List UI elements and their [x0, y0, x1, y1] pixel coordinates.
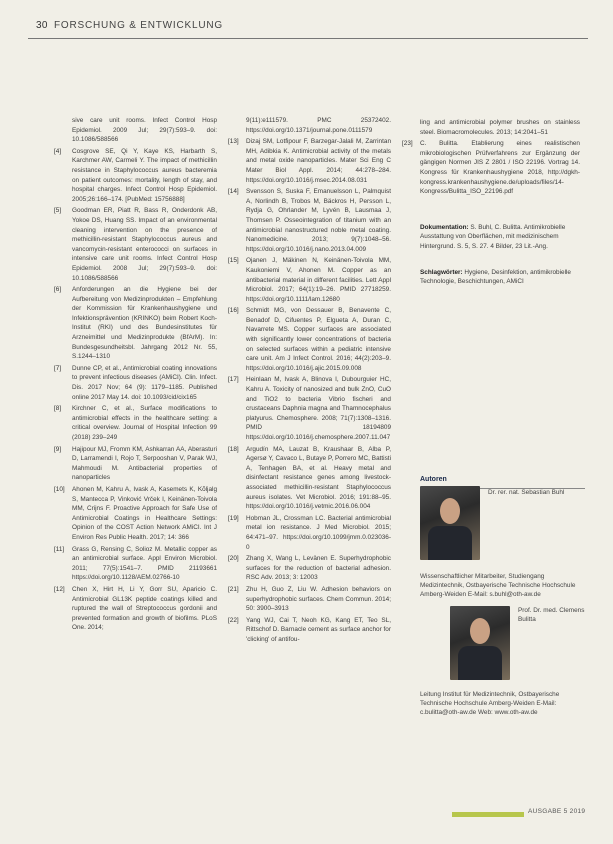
- reference-text: Cosgrove SE, Qi Y, Kaye KS, Harbarth S, Karchmer AW, Carmeli Y. The impact of methicillin resistance in Staphylococcus aureus bacteremia on patient outcomes: mortality, length of stay, and hospital charges. Infect Control Hosp Epidemiol. 2005;26:166–174. [PubMed: 15756888]: [72, 147, 217, 203]
- reference-entry: [228, 585, 391, 614]
- reference-number: [15]: [228, 257, 239, 265]
- reference-number: [4]: [54, 147, 62, 155]
- reference-text: Dizaj SM, Lotfipour F, Barzegar-Jalali M, Zarrintan MH, Adibkia K. Antimicrobial activity of the metals and metal oxide nanoparticles. Mater Sci Eng C Mater Biol Appl. 2014; 44:278–284. https://doi.org/10.1016/j.msec.2014.08.031: [246, 138, 391, 184]
- reference-text: Hobman JL, Crossman LC. Bacterial antimicrobial metal ion resistance. J Med Microbiol. 2015; 64:471–97. https://doi.org/10.1099/jmm.0.023036-0: [246, 514, 391, 551]
- reference-entry: [228, 187, 391, 254]
- reference-number: [11]: [54, 545, 65, 553]
- references-column-3: [402, 118, 580, 287]
- reference-entry: [54, 147, 217, 205]
- documentation-label: Dokumentation:: [420, 223, 469, 231]
- reference-entry: [54, 285, 217, 362]
- reference-text: Ojanen J, Mäkinen N, Keinänen-Toivola MM, Kaukoniemi V, Ahonen M. Copper as an antibacterial material in different facilities. Lett Appl Microbiol. 2017; 64(1):19–26. PMID 27718259. https://doi.org/10.1111/lam.12680: [246, 257, 391, 303]
- reference-entry: [228, 616, 391, 645]
- reference-entry: [54, 206, 217, 283]
- page-footer: [452, 808, 590, 820]
- section-title: FORSCHUNG & ENTWICKLUNG: [54, 20, 223, 31]
- reference-entry: [228, 554, 391, 583]
- keywords-label: Schlagwörter:: [420, 268, 463, 276]
- reference-text: Zhang X, Wang L, Levänen E. Superhydrophobic surfaces for the reduction of bacterial adhesion. RSC Adv. 2013; 3: 12003: [246, 555, 391, 582]
- reference-text: C. Bulitta. Etablierung eines realistischen mikrobiologischen Prüfverfahrens zur Ergänzung der gängigen Normen JIS Z 2801 / ISO 22196. Vortrag 14. Kongress für Krankenhaushygiene 2018, http://dgkh-kongress.krankenhaushygiene.de/uploads/files/14-Kongress/Bulitta_ISO_22196.pdf: [420, 140, 580, 196]
- reference-text: Schmidt MG, von Dessauer B, Benavente C, Benadof D, Cifuentes P, Elgueta A, Duran C, Navarrete MS. Copper surfaces are associated with significantly lower concentrations of bacteria on selected surfaces within a pediatric intensive care unit. Am J Infect Control. 2016; 44(2):203–9. https://doi.org/10.1016/j.ajic.2015.09.008: [246, 307, 391, 372]
- header-rule: [28, 38, 588, 39]
- author-affiliation: Wissenschaftlicher Mitarbeiter, Studiengang Medizintechnik, Ostbayerische Technische Hochschule Amberg-Weiden E-Mail: s.buhl@oth-aw.de: [420, 573, 576, 598]
- reference-entry: [228, 375, 391, 442]
- reference-entry: [420, 118, 580, 137]
- page-number: 30: [36, 20, 48, 31]
- reference-text: Heinlaan M, Ivask A, Blinova I, Dubourguier HC, Kahru A. Toxicity of nanosized and bulk ZnO, CuO and TiO2 to bacteria Vibrio fischeri and crustaceans Daphnia magna and Thamnocephalus platyurus. Chemosphere. 2008; 71(7):1308–1316. PMID 18194809 https://doi.org/10.1016/j.chemosphere.2007.11.047: [246, 376, 391, 441]
- reference-entry: [246, 116, 391, 135]
- reference-entry: [54, 585, 217, 633]
- authors-heading: Autoren: [420, 476, 585, 489]
- reference-number: [7]: [54, 364, 62, 372]
- reference-entry: [54, 545, 217, 583]
- reference-entry: [228, 445, 391, 512]
- author-photo: [450, 606, 510, 680]
- reference-text: ling and antimicrobial polymer brushes on stainless steel. Biomacromolecules. 2013; 14:2041–51: [420, 119, 580, 136]
- reference-text: 9(11):e111579. PMC 25372402. https://doi.org/10.1371/journal.pone.0111579: [246, 117, 391, 134]
- author-name: Dr. rer. nat. Sebastian Buhl: [488, 489, 565, 496]
- reference-number: [5]: [54, 207, 62, 215]
- author-photo: [420, 486, 480, 560]
- reference-entry: [72, 116, 217, 145]
- reference-number: [9]: [54, 445, 62, 453]
- reference-number: [14]: [228, 188, 239, 196]
- reference-number: [22]: [228, 616, 239, 624]
- reference-text: Kirchner C, et al., Surface modifications to antimicrobial effects in the healthcare setting: a critical overview. Journal of Hospital Infection 99 (2018) 239–249: [72, 405, 217, 441]
- footer-accent-bar: [452, 812, 524, 817]
- reference-entry: [228, 306, 391, 373]
- keywords-note: [420, 268, 580, 287]
- reference-entry: [228, 137, 391, 185]
- documentation-note: [420, 223, 580, 252]
- issue-label: AUSGABE 5 2019: [528, 808, 586, 815]
- reference-entry: [228, 256, 391, 304]
- reference-number: [23]: [402, 140, 413, 148]
- reference-number: [13]: [228, 138, 239, 146]
- reference-text: Zhu H, Guo Z, Liu W. Adhesion behaviors on superhydrophobic surfaces. Chem Commun. 2014; 50: 3900–3913: [246, 585, 391, 613]
- keywords-text: Hygiene, Desinfektion, antimikrobielle Technologie, Beschichtungen, AMiCI: [420, 268, 571, 286]
- reference-number: [21]: [228, 585, 239, 593]
- page-header: [28, 12, 588, 40]
- reference-text: Ahonen M, Kahru A, Ivask A, Kasemets K, Kõljalg S, Mantecca P, Vinković Vrček I, Keinänen-Toivola MM, Crijns F. Proactive Approach for Safe Use of Antimicrobial Coatings in Healthcare Settings: Opinion of the COST Action Network AMiCI. Int J Environ Res Public Health. 2017; 14: 366: [72, 485, 217, 541]
- reference-text: Hajipour MJ, Fromm KM, Ashkarran AA, Aberasturi D, Larramendi I, Rojo T, Serpooshan V, Parak WJ, Mahmoudi M. Antibacterial properties of nanoparticles: [72, 445, 217, 482]
- author-affiliation: Leitung Institut für Medizintechnik, Ostbayerische Technische Hochschule Amberg-Weiden E-Mail: c.bulitta@oth-aw.de Web: www.oth-aw.de: [420, 691, 560, 716]
- reference-text: Goodman ER, Piatt R, Bass R, Onderdonk AB, Yokoe DS, Huang SS. Impact of an environmental cleaning intervention on the presence of methicillin-resistant Staphylococcus aureus and vancomycin-resistant enterococci on surfaces in intensive care unit rooms. Infect Control Hosp Epidemiol. 2008 Jul; 29(7):593–9. doi: 10.1086/588566: [72, 207, 217, 282]
- reference-text: Chen X, Hirt H, Li Y, Gorr SU, Aparicio C. Antimicrobial GL13K peptide coatings killed and ruptured the wall of Streptococcus gordonii and prevented formation and growth of biofilms. PLoS One. 2014;: [72, 585, 217, 632]
- reference-number: [20]: [228, 555, 239, 563]
- reference-text: Svensson S, Suska F, Emanuelsson L, Palmquist A, Norlindh B, Trobos M, Bäckros H, Persson L, Rydja G, Ohrlander M, Lyvén B, Lausmaa J, Thomsen P. Osseointegration of titanium with an antimicrobial nanostructured noble metal coating. Nanomedicine. 2013; 9(7):1048–56. https://doi.org/10.1016/j.nano.2013.04.009: [246, 188, 391, 253]
- reference-text: Argudín MA, Lauzat B, Kraushaar B, Alba P, Agersø Y, Cavaco L, Butaye P, Porrero MC, Battisti A, Tenhagen BA, et al. Heavy metal and disinfectant resistance genes among livestock-associated methicillin-resistant Staphylococcus aureus isolates. Vet Microbiol. 2016; 191:88–95. https://doi.org/10.1016/j.vetmic.2016.06.004: [246, 445, 391, 511]
- reference-text: Grass G, Rensing C, Solioz M. Metallic copper as an antimicrobial surface. Appl Environ Microbiol. 2011; 77(5):1541–7. PMID 21193661 https://doi.org/10.1128/AEM.02766-10: [72, 545, 217, 582]
- references-column-2: [228, 116, 391, 646]
- references-column-1: [54, 116, 217, 635]
- reference-number: [10]: [54, 485, 65, 493]
- reference-entry: [54, 445, 217, 483]
- documentation-text: S. Buhl, C. Bulitta. Antimikrobielle Ausstattung von Oberflächen, mit medizinischem Hintergrund. S. 5, S. 27. 4 Bilder, 23 Lit.-Ang.: [420, 223, 566, 250]
- reference-text: Yang WJ, Cai T, Neoh KG, Kang ET, Teo SL, Rittschof D. Barnacle cement as surface anchor for 'clicking' of antifou-: [246, 616, 391, 643]
- reference-number: [17]: [228, 376, 239, 384]
- reference-number: [12]: [54, 585, 65, 593]
- reference-entry: [228, 514, 391, 552]
- reference-entry: [54, 404, 217, 442]
- reference-entry: [54, 364, 217, 402]
- reference-number: [18]: [228, 445, 239, 453]
- reference-number: [16]: [228, 307, 239, 315]
- reference-entry: [54, 485, 217, 543]
- reference-text: Dunne CP, et al., Antimicrobial coating innovations to prevent infectious diseases (AMiCI). Clin. Infect. Dis. 2017 Nov; 64 (9): 1179–1185. Published online 2017 May 14. doi: 10.1093/cid/cix165: [72, 364, 217, 401]
- reference-number: [19]: [228, 514, 239, 522]
- reference-number: [8]: [54, 405, 62, 413]
- reference-text: Anforderungen an die Hygiene bei der Aufbereitung von Medizinprodukten – Empfehlung der Kommission für Krankenhaushygiene und Infektionsprävention (KRINKO) beim Robert Koch-Institut (RKI) und des Bundesinstitutes für Arzneimittel und Medizinprodukte (BfArM). In: Bundesgesundheitsbl. Jahrgang 2012 Nr. 55, S.1244–1310: [72, 286, 217, 361]
- reference-number: [6]: [54, 286, 62, 294]
- reference-entry: [402, 139, 580, 197]
- reference-text: sive care unit rooms. Infect Control Hosp Epidemiol. 2009 Jul; 29(7):593–9. doi: 10.1086/588566: [72, 117, 217, 144]
- author-name: Prof. Dr. med. Clemens Bulitta: [518, 607, 585, 623]
